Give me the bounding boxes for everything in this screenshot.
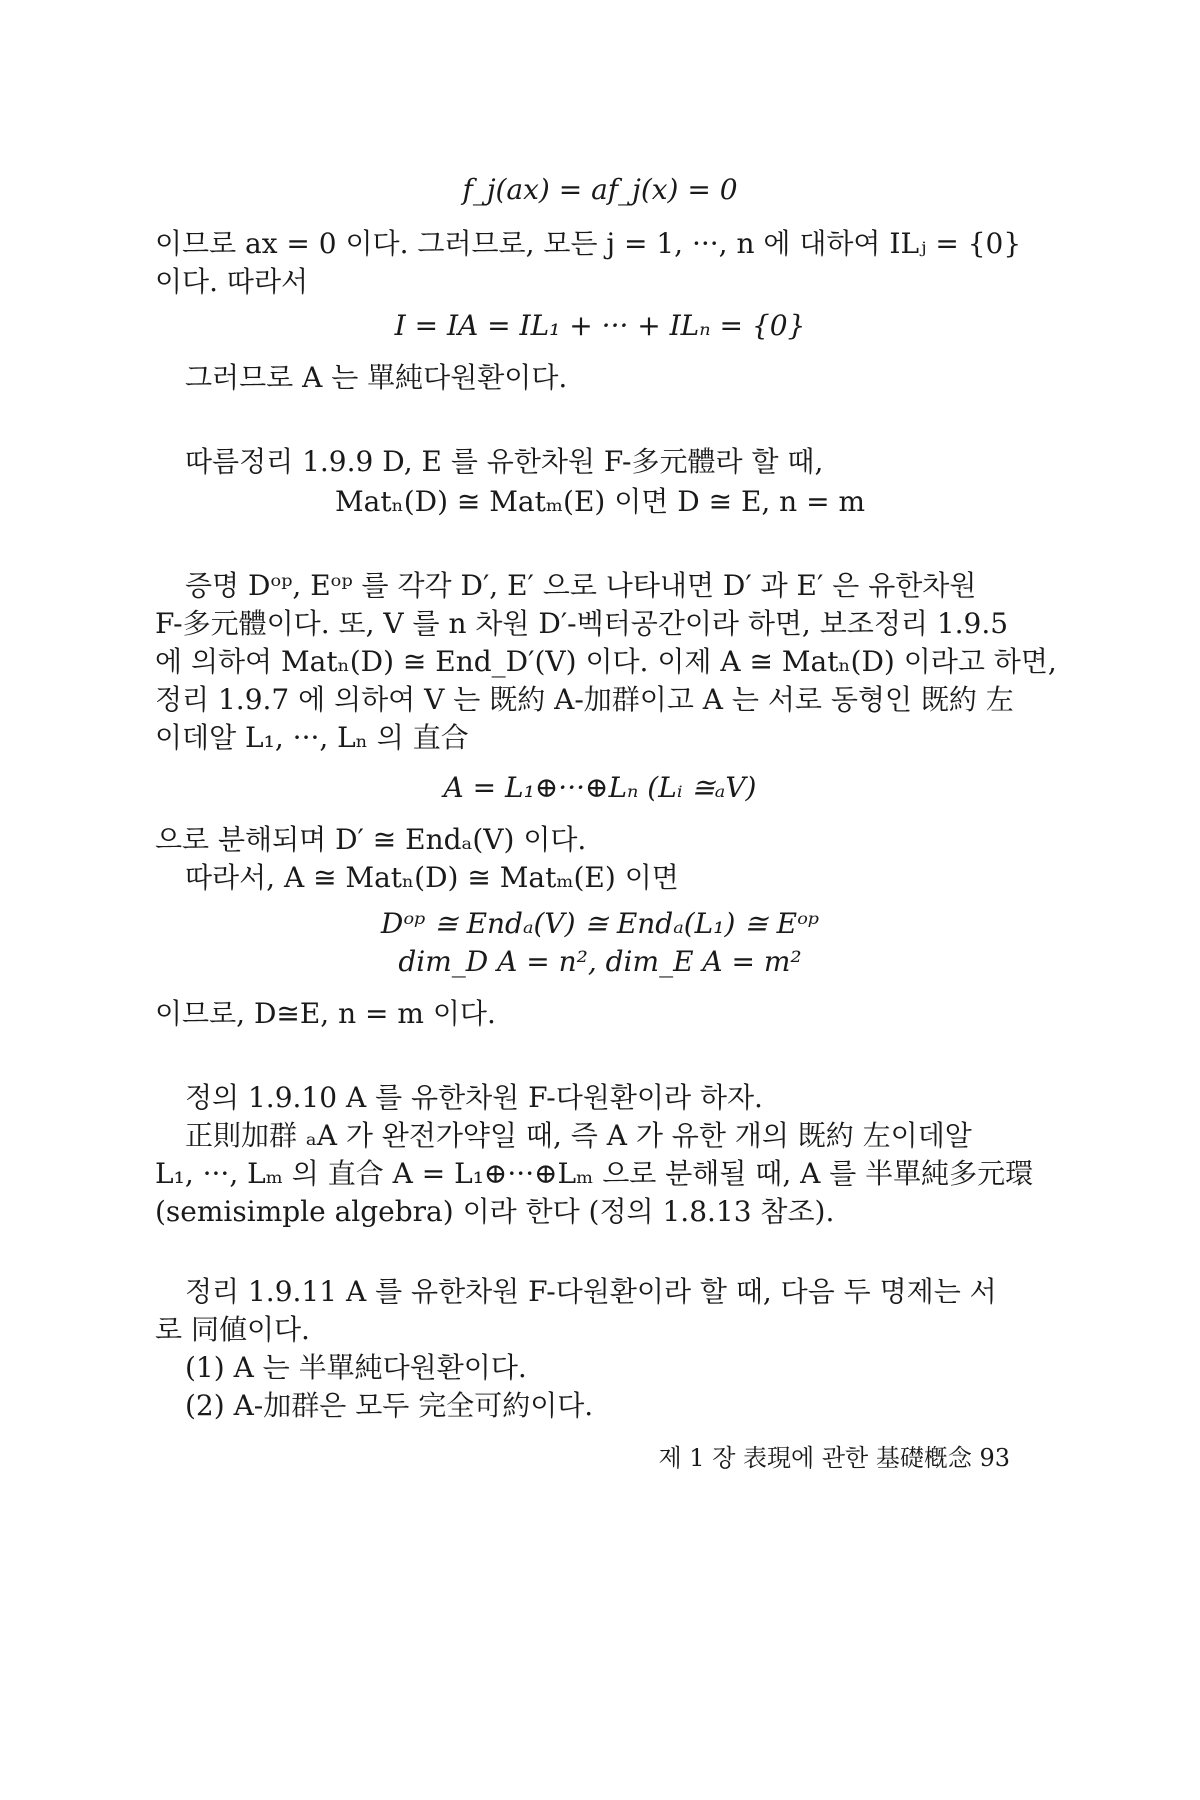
- text-line: 이므로 ax = 0 이다. 그러므로, 모든 j = 1, ···, n 에 대하여 ILⱼ = {0}: [155, 227, 1022, 260]
- equation-mat-iso: Matₙ(D) ≅ Matₘ(E) 이면 D ≅ E, n = m: [334, 485, 866, 518]
- equation-direct-sum: A = L₁⊕···⊕Lₙ (Lᵢ ≅ₐV): [443, 771, 757, 804]
- theorem-line: 로 同値이다.: [155, 1313, 310, 1346]
- proof-line: 따라서, A ≅ Matₙ(D) ≅ Matₘ(E) 이면: [185, 861, 679, 894]
- theorem-item-1: (1) A 는 半單純다원환이다.: [185, 1351, 527, 1384]
- page-footer: 제 1 장 表現에 관한 基礎槪念 93: [658, 1444, 1010, 1472]
- proof-line: 정리 1.9.7 에 의하여 V 는 既約 A-加群이고 A 는 서로 동형인 既約 左: [155, 683, 1014, 716]
- proof-line: 증명 Dᵒᵖ, Eᵒᵖ 를 각각 D′, E′ 으로 나타내면 D′ 과 E′ 은 유한차원: [185, 569, 977, 602]
- corollary-1-9-9: 따름정리 1.9.9 D, E 를 유한차원 F-多元體라 할 때,: [185, 445, 824, 478]
- proof-line: F-多元體이다. 또, V 를 n 차원 D′-벡터공간이라 하면, 보조정리 1.9.5: [155, 607, 1009, 640]
- equation-fj: f_j(ax) = af_j(x) = 0: [462, 173, 738, 206]
- proof-line: 에 의하여 Matₙ(D) ≅ End_D′(V) 이다. 이제 A ≅ Matₙ(D) 이라고 하면,: [155, 645, 1057, 678]
- text-line: 그러므로 A 는 單純다원환이다.: [185, 361, 568, 394]
- proof-line: 으로 분해되며 D′ ≅ Endₐ(V) 이다.: [155, 823, 587, 856]
- proof-line: 이데알 L₁, ···, Lₙ 의 直合: [155, 721, 469, 754]
- equation-end-iso: Dᵒᵖ ≅ Endₐ(V) ≅ Endₐ(L₁) ≅ Eᵒᵖ: [380, 907, 820, 940]
- equation-ideal-sum: I = IA = IL₁ + ··· + ILₙ = {0}: [394, 309, 806, 342]
- theorem-1-9-11: 정리 1.9.11 A 를 유한차원 F-다원환이라 할 때, 다음 두 명제는 서: [185, 1275, 997, 1308]
- definition-line: 正則加群 ₐA 가 완전가약일 때, 즉 A 가 유한 개의 既約 左이데알: [185, 1119, 972, 1152]
- text-line: 이다. 따라서: [155, 265, 309, 298]
- theorem-item-2: (2) A-加群은 모두 完全可約이다.: [185, 1389, 594, 1422]
- proof-line: 이므로, D≅E, n = m 이다.: [155, 997, 496, 1030]
- definition-line: (semisimple algebra) 이라 한다 (정의 1.8.13 참조).: [155, 1195, 835, 1228]
- definition-1-9-10: 정의 1.9.10 A 를 유한차원 F-다원환이라 하자.: [185, 1081, 763, 1114]
- equation-dim: dim_D A = n², dim_E A = m²: [398, 945, 802, 978]
- definition-line: L₁, ···, Lₘ 의 直合 A = L₁⊕···⊕Lₘ 으로 분해될 때, A 를 半單純多元環: [155, 1157, 1034, 1190]
